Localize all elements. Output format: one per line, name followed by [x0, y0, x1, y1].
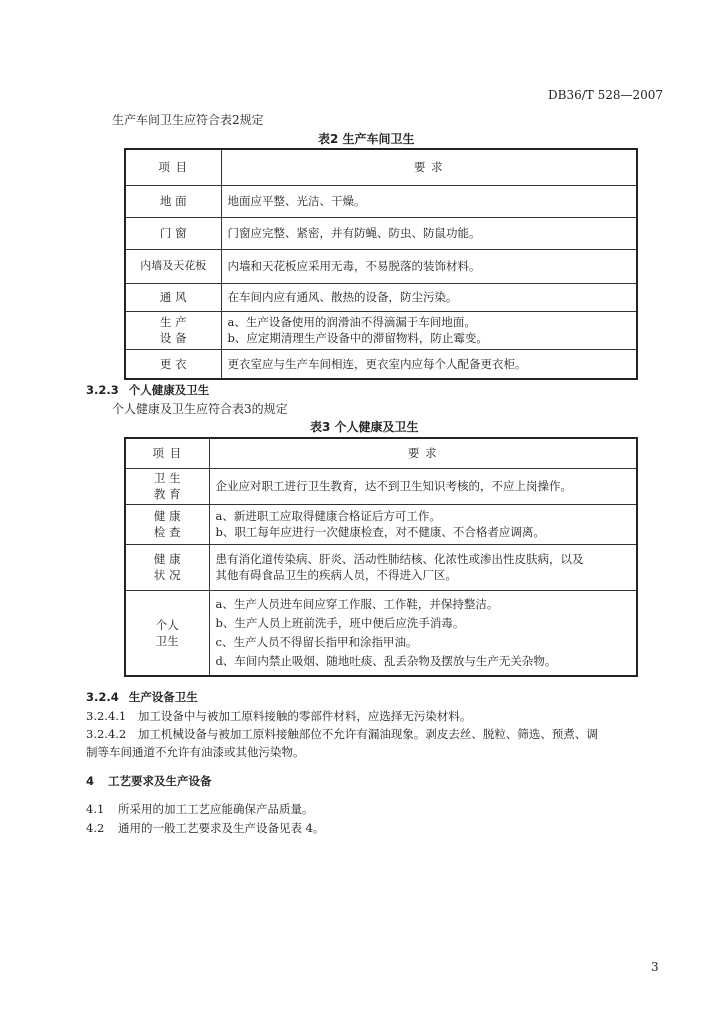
row-item: 健 康 检 查: [125, 504, 209, 544]
table3-intro: 个人健康及卫生应符合表3的规定: [112, 402, 288, 416]
section-4-heading: [86, 773, 212, 789]
table2-caption: 表2 生产车间卫生: [318, 132, 415, 146]
clause-number: 3.2.4.2: [86, 727, 127, 741]
table-header-row: [125, 149, 637, 185]
row-requirement: 更衣室应与生产车间相连，更衣室内应每个人配备更衣柜。: [221, 349, 637, 379]
row-item: 健 康 状 况: [125, 544, 209, 590]
table3: [124, 437, 638, 677]
table-row: [125, 349, 637, 379]
row-item: 更 衣: [125, 349, 221, 379]
col-header-item: 项 目: [125, 438, 209, 468]
col-header-requirement: 要 求: [221, 149, 637, 185]
table2: [124, 148, 638, 380]
col-header-item: 项 目: [125, 149, 221, 185]
table-row: [125, 504, 637, 544]
row-requirement: 门窗应完整、紧密，并有防蝇、防虫、防鼠功能。: [221, 217, 637, 249]
row-item: 生 产 设 备: [125, 311, 221, 349]
clause-4-1: [86, 801, 313, 817]
clause-3-2-4-1: [86, 708, 471, 724]
row-item: 个人 卫生: [125, 590, 209, 676]
row-requirement: a、生产设备使用的润滑油不得滴漏于车间地面。 b、应定期清理生产设备中的滞留物料，防止霉变。: [221, 311, 637, 349]
row-item: 内墙及天花板: [125, 249, 221, 283]
col-header-requirement: 要 求: [209, 438, 637, 468]
table-row: [125, 185, 637, 217]
clause-text: 加工设备中与被加工原料接触的零部件材料，应选择无污染材料。: [137, 709, 472, 723]
section-title: 个人健康及卫生: [128, 383, 210, 397]
row-requirement: a、新进职工应取得健康合格证后方可工作。 b、职工每年应进行一次健康检查，对不健康、不合格者应调离。: [209, 504, 637, 544]
clause-number: 3.2.4.1: [86, 709, 127, 723]
table-row: [125, 590, 637, 676]
section-3-2-4-heading: [86, 689, 198, 705]
table-row: [125, 468, 637, 504]
table-row: [125, 311, 637, 349]
section-number: 3.2.3: [86, 383, 119, 397]
clause-3-2-4-2: [86, 726, 598, 742]
table3-caption: 表3 个人健康及卫生: [310, 420, 419, 434]
doc-code: DB36/T 528—2007: [548, 88, 664, 102]
table-row: [125, 544, 637, 590]
table-row: [125, 217, 637, 249]
row-item: 门 窗: [125, 217, 221, 249]
clause-number: 4.1: [86, 802, 105, 816]
row-item: 地 面: [125, 185, 221, 217]
row-item: 卫 生 教 育: [125, 468, 209, 504]
row-requirement: 在车间内应有通风、散热的设备，防尘污染。: [221, 283, 637, 311]
clause-text: 加工机械设备与被加工原料接触部位不允许有漏油现象。剥皮去丝、脱粒、筛选、预煮、调: [137, 727, 598, 741]
page-number: 3: [651, 960, 659, 974]
table2-intro: 生产车间卫生应符合表2规定: [112, 113, 264, 127]
section-3-2-3-heading: [86, 382, 209, 398]
table-row: [125, 249, 637, 283]
row-requirement: 地面应平整、光洁、干燥。: [221, 185, 637, 217]
clause-3-2-4-2-continued: 制等车间通道不允许有油漆或其他污染物。: [86, 745, 305, 759]
section-number: 4: [86, 774, 95, 788]
row-requirement: 患有消化道传染病、肝炎、活动性肺结核、化浓性或渗出性皮肤病，以及 其他有碍食品卫生的疾病人员，不得进入厂区。: [209, 544, 637, 590]
clause-text: 所采用的加工工艺应能确保产品质量。: [117, 802, 314, 816]
section-title: 生产设备卫生: [128, 690, 198, 704]
row-requirement: 企业应对职工进行卫生教育，达不到卫生知识考核的，不应上岗操作。: [209, 468, 637, 504]
clause-number: 4.2: [86, 821, 105, 835]
clause-4-2: [86, 820, 324, 836]
section-title: 工艺要求及生产设备: [108, 774, 212, 788]
table-row: [125, 283, 637, 311]
row-requirement: a、生产人员进车间应穿工作服、工作鞋，并保持整洁。 b、生产人员上班前洗手，班中便后应洗手消毒。 c、生产人员不得留长指甲和涂指甲油。 d、车间内禁止吸烟、随地吐痰、乱丢杂物及摆放与生产无关杂物。: [209, 590, 637, 676]
row-requirement: 内墙和天花板应采用无毒，不易脱落的装饰材料。: [221, 249, 637, 283]
section-number: 3.2.4: [86, 690, 119, 704]
clause-text: 通用的一般工艺要求及生产设备见表 4。: [117, 821, 325, 835]
row-item: 通 风: [125, 283, 221, 311]
table-header-row: [125, 438, 637, 468]
